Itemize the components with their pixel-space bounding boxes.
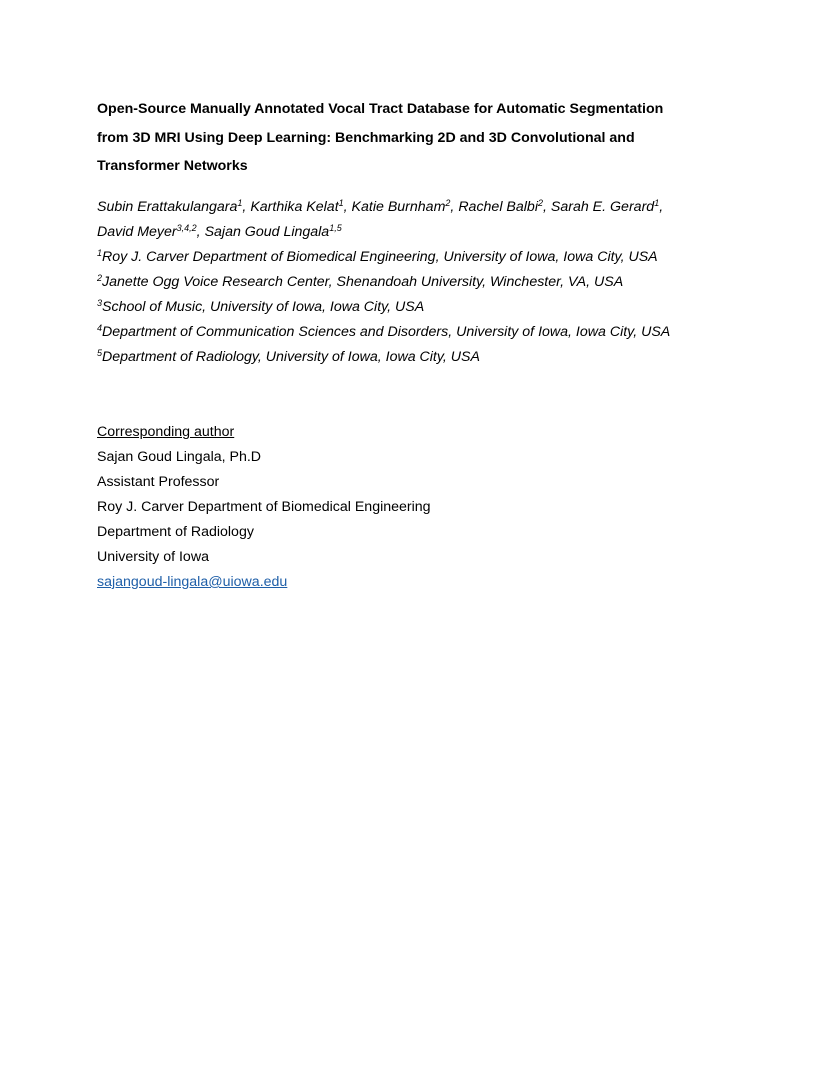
affiliation-mark: 4 xyxy=(97,323,103,333)
corresponding-author-name: Sajan Goud Lingala, Ph.D xyxy=(97,449,262,465)
author-separator: , xyxy=(343,199,352,215)
affiliation-text: Roy J. Carver Department of Biomedical Engineering, University of Iowa, Iowa City, USA xyxy=(102,249,658,265)
author-separator: , xyxy=(659,199,664,215)
author-block xyxy=(97,195,737,370)
affiliation-text: Department of Radiology, University of Iowa, Iowa City, USA xyxy=(102,349,480,365)
author-separator: , xyxy=(242,199,251,215)
affiliation-3 xyxy=(97,295,737,320)
affiliation-text: Department of Communication Sciences and Disorders, University of Iowa, Iowa City, USA xyxy=(102,324,671,340)
author-name: David Meyer xyxy=(97,224,177,240)
affiliation-text: Janette Ogg Voice Research Center, Shenandoah University, Winchester, VA, USA xyxy=(102,274,624,290)
corresponding-author-email-link[interactable]: sajangoud-lingala@uiowa.edu xyxy=(97,574,288,590)
email-line xyxy=(97,570,597,595)
author-name: Sajan Goud Lingala xyxy=(204,224,330,240)
affiliation-mark: 5 xyxy=(97,348,103,358)
author-separator: , xyxy=(196,224,205,240)
corresponding-author-department-2: Department of Radiology xyxy=(97,524,254,540)
author-line-2 xyxy=(97,220,737,245)
author-name: Sarah E. Gerard xyxy=(550,199,655,215)
affiliation-5 xyxy=(97,345,737,370)
corresponding-author-position: Assistant Professor xyxy=(97,474,220,490)
author-separator: , xyxy=(450,199,459,215)
affiliation-4 xyxy=(97,320,737,345)
title-line-2: from 3D MRI Using Deep Learning: Benchmarking 2D and 3D Convolutional and xyxy=(97,129,635,146)
affiliation-1 xyxy=(97,245,737,270)
affiliation-mark: 2 xyxy=(97,273,103,283)
author-name: Subin Erattakulangara xyxy=(97,199,238,215)
title-line-1: Open-Source Manually Annotated Vocal Tract Database for Automatic Segmentation xyxy=(97,101,664,117)
author-name: Katie Burnham xyxy=(351,199,446,215)
corresponding-author-block xyxy=(97,420,597,595)
author-affiliation-mark: 2 xyxy=(445,198,451,208)
author-name: Karthika Kelat xyxy=(250,199,339,215)
author-name: Rachel Balbi xyxy=(458,199,538,215)
author-line-1 xyxy=(97,195,737,220)
author-affiliation-mark: 2 xyxy=(537,198,543,208)
corresponding-author-institution: University of Iowa xyxy=(97,549,209,565)
paper-title xyxy=(97,95,717,181)
corresponding-author-department-1: Roy J. Carver Department of Biomedical Engineering xyxy=(97,499,431,515)
author-separator: , xyxy=(542,199,551,215)
affiliation-mark: 1 xyxy=(97,248,103,258)
affiliation-mark: 3 xyxy=(97,298,103,308)
title-line-3: Transformer Networks xyxy=(97,158,248,174)
author-affiliation-mark: 1 xyxy=(237,198,243,208)
affiliation-text: School of Music, University of Iowa, Iowa City, USA xyxy=(102,299,425,315)
author-affiliation-mark: 3,4,2 xyxy=(176,223,197,233)
author-affiliation-mark: 1 xyxy=(338,198,344,208)
affiliation-2 xyxy=(97,270,737,295)
corresponding-author-heading: Corresponding author xyxy=(97,424,235,440)
author-affiliation-mark: 1 xyxy=(654,198,660,208)
author-affiliation-mark: 1,5 xyxy=(329,223,342,233)
